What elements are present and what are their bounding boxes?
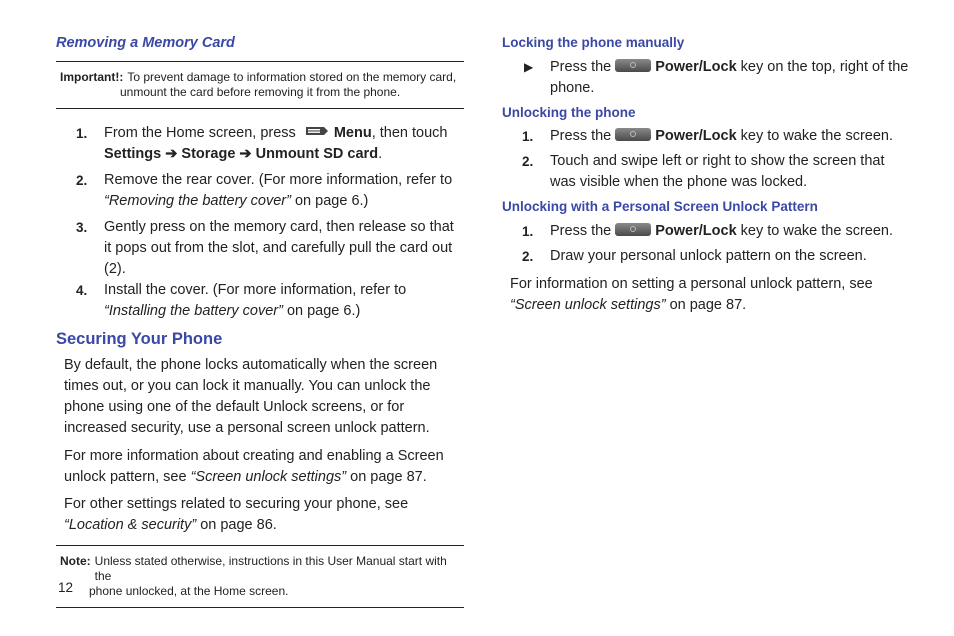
paragraph-other-settings	[56, 494, 464, 536]
right-column	[502, 35, 912, 316]
step-text	[550, 126, 912, 147]
step-text-part: , then touch	[371, 125, 448, 141]
step-text-part: Remove the rear cover. (For more information, refer to	[104, 172, 453, 188]
list-item	[502, 57, 912, 99]
list-item	[502, 151, 912, 193]
step-text	[104, 170, 464, 212]
step-text: Touch and swipe left or right to show the screen that was visible when the phone was locked.	[550, 153, 885, 190]
cross-reference: “Screen unlock settings”	[510, 297, 666, 313]
cross-reference: “Installing the battery cover”	[104, 303, 283, 319]
step-number: 2.	[522, 249, 534, 264]
page-number: 12	[58, 580, 74, 595]
paragraph-text-part: For more information about creating and enabling a Screen unlock pattern, see	[64, 448, 444, 485]
important-line2: unmount the card before removing it from the phone.	[120, 85, 401, 99]
paragraph-text-part: on page 86.	[196, 517, 277, 533]
heading-unlocking-phone: Unlocking the phone	[502, 105, 636, 120]
important-label: Important!:	[60, 70, 124, 84]
pattern-steps	[502, 221, 912, 267]
step-text	[550, 221, 912, 242]
paragraph-text-part: on page 87.	[665, 297, 747, 313]
list-item	[502, 221, 912, 242]
step-text-part: key to wake the screen.	[736, 223, 893, 239]
paragraph-text-part: on page 87.	[346, 469, 427, 485]
note-line2: phone unlocked, at the Home screen.	[89, 584, 289, 598]
paragraph-text-part: For other settings related to securing your phone, see	[64, 496, 409, 512]
step-text-part: key on the top, right of the phone.	[550, 59, 909, 96]
menu-label: Menu	[333, 125, 372, 141]
settings-path: Settings ➔ Storage ➔ Unmount SD card	[104, 146, 379, 162]
memory-card-steps	[56, 123, 464, 322]
step-text	[550, 57, 912, 99]
heading-locking-manually: Locking the phone manually	[502, 35, 685, 50]
power-lock-key-icon	[615, 128, 651, 141]
key-label: Power/Lock	[655, 59, 737, 75]
step-text: Gently press on the memory card, then release so that it pops out from the slot, and carefully pull the card out (2).	[104, 219, 454, 277]
paragraph-pattern-info	[502, 274, 912, 316]
step-number: 4.	[76, 283, 88, 298]
bullet-arrow-icon: ▶	[524, 60, 534, 74]
step-number: 2.	[522, 154, 534, 169]
note-label: Note:	[60, 554, 91, 568]
cross-reference: “Screen unlock settings”	[190, 469, 347, 485]
step-text: Draw your personal unlock pattern on the screen.	[550, 248, 867, 264]
heading-securing-your-phone: Securing Your Phone	[56, 330, 223, 348]
paragraph-more-info	[56, 446, 464, 488]
list-item	[56, 280, 464, 322]
step-number: 2.	[76, 173, 88, 188]
step-text-part: Press the	[550, 128, 612, 144]
menu-key-icon	[304, 125, 330, 137]
paragraph-text-part: For information on setting a personal unlock pattern, see	[510, 276, 873, 292]
cross-reference: “Removing the battery cover”	[104, 193, 291, 209]
step-text-part: key to wake the screen.	[736, 128, 893, 144]
left-column	[56, 35, 464, 608]
list-item	[56, 217, 464, 280]
step-text-part: Press the	[550, 59, 612, 75]
step-text	[104, 280, 464, 322]
power-lock-key-icon	[615, 223, 651, 236]
step-text-part: on page 6.)	[290, 193, 369, 209]
power-lock-key-icon	[615, 59, 651, 72]
key-label: Power/Lock	[655, 128, 737, 144]
step-text-part: .	[378, 146, 383, 162]
step-number: 3.	[76, 220, 88, 235]
step-text-part: on page 6.)	[282, 303, 361, 319]
heading-removing-memory-card: Removing a Memory Card	[56, 35, 235, 51]
unlock-steps	[502, 126, 912, 193]
important-callout	[56, 61, 464, 109]
step-text	[104, 123, 464, 165]
step-text-part: From the Home screen, press	[104, 125, 296, 141]
cross-reference: “Location & security”	[64, 517, 197, 533]
key-label: Power/Lock	[655, 223, 737, 239]
step-number: 1.	[522, 129, 534, 144]
list-item	[56, 170, 464, 212]
step-text-part: Install the cover. (For more information, refer to	[104, 282, 407, 298]
list-item	[502, 126, 912, 147]
paragraph-default-lock: By default, the phone locks automatically when the screen times out, or you can lock it manually. You can unlock the phone using one of the default Unlock screens, or for increased security, use a personal screen unlock pattern.	[64, 357, 438, 436]
heading-unlock-pattern: Unlocking with a Personal Screen Unlock Pattern	[502, 199, 818, 214]
step-text-part: Press the	[550, 223, 612, 239]
important-line1: To prevent damage to information stored on the memory card,	[127, 70, 457, 84]
step-number: 1.	[522, 224, 534, 239]
note-callout	[56, 545, 464, 608]
list-item	[502, 246, 912, 267]
list-item	[56, 123, 464, 165]
step-number: 1.	[76, 126, 88, 141]
note-line1: Unless stated otherwise, instructions in this User Manual start with the	[94, 554, 447, 583]
